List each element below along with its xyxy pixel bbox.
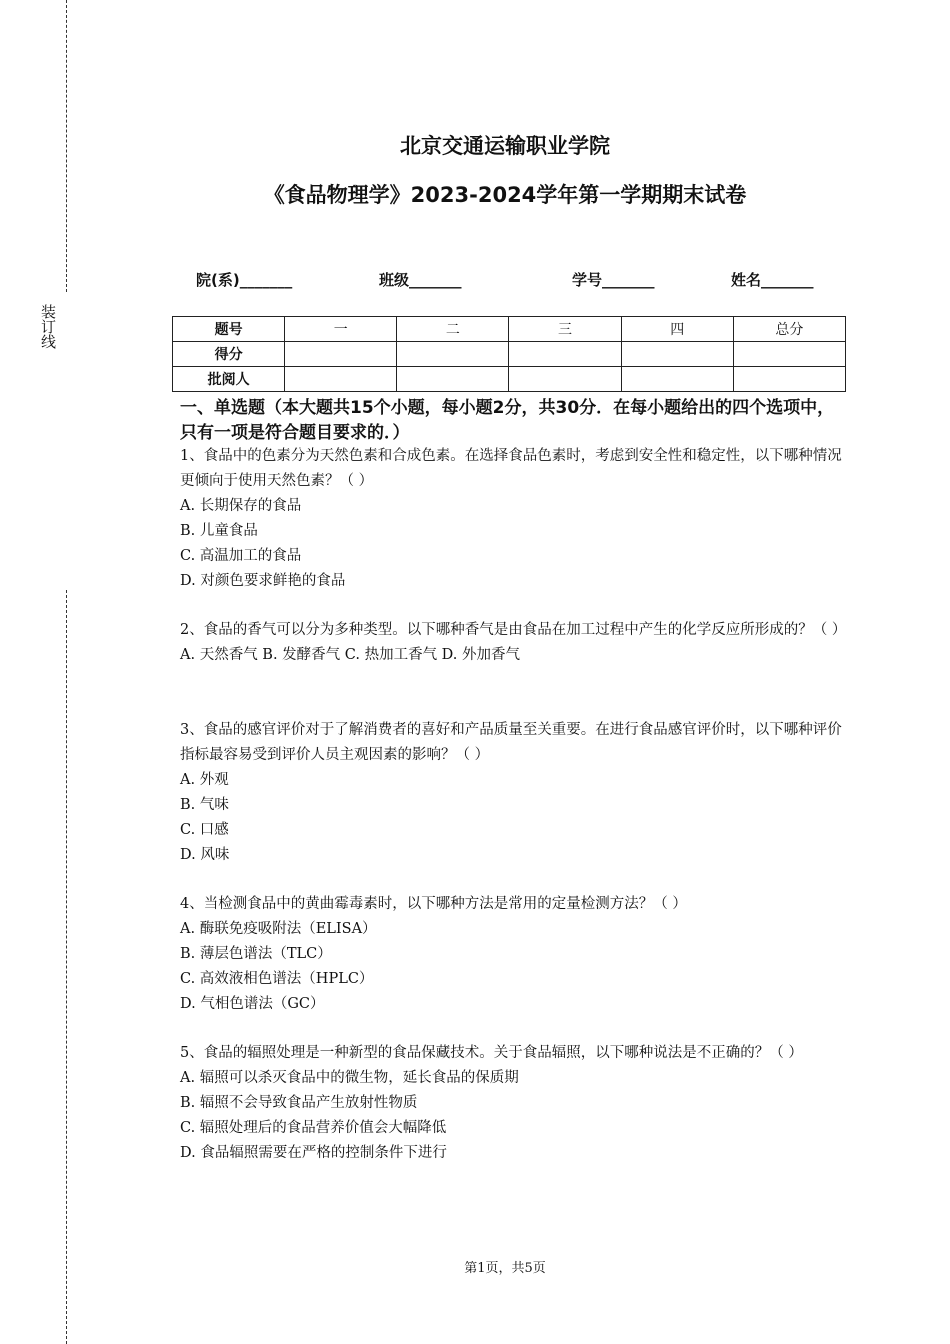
section-title: 一、单选题（本大题共15个小题，每小题2分，共30分．在每小题给出的四个选项中，只有一项是符合题目要求的．） [180,398,835,443]
col-header-question-no: 题号 [173,317,285,342]
score-cell[interactable] [733,342,845,367]
question-3 [180,718,850,868]
question-option: D. 食品辐照需要在严格的控制条件下进行 [180,1145,447,1161]
page-footer: 第1页，共5页 [464,1261,546,1276]
question-option: B. 薄层色谱法（TLC） [180,946,332,962]
question-2 [180,618,850,668]
question-option: A. 辐照可以杀灭食品中的微生物，延长食品的保质期 [180,1070,519,1086]
grader-cell[interactable] [397,367,509,392]
exam-title: 《食品物理学》2023-2024学年第一学期期末试卷 [263,183,747,207]
question-option: C. 高温加工的食品 [180,548,302,564]
department-field: 院(系)_______ [196,271,293,289]
col-header-1: 一 [285,317,397,342]
grader-cell[interactable] [509,367,621,392]
question-option: C. 高效液相色谱法（HPLC） [180,971,374,987]
question-option: A. 外观 [180,772,229,788]
grader-cell[interactable] [733,367,845,392]
question-5 [180,1041,850,1166]
school-name: 北京交通运输职业学院 [400,134,610,158]
col-header-3: 三 [509,317,621,342]
grader-cell[interactable] [621,367,733,392]
col-header-2: 二 [397,317,509,342]
question-option: C. 辐照处理后的食品营养价值会大幅降低 [180,1120,447,1136]
binding-line-bottom [66,590,67,1344]
question-option: A. 天然香气 B. 发酵香气 C. 热加工香气 D. 外加香气 [180,647,521,663]
question-option: B. 辐照不会导致食品产生放射性物质 [180,1095,418,1111]
grader-row [173,367,846,392]
grader-row-label: 批阅人 [173,367,285,392]
score-cell[interactable] [509,342,621,367]
score-row-label: 得分 [173,342,285,367]
binding-label: 装订线 [39,304,57,349]
question-stem: 5、食品的辐照处理是一种新型的食品保藏技术。关于食品辐照，以下哪种说法是不正确的？（ ） [180,1045,803,1061]
score-cell[interactable] [285,342,397,367]
question-stem: 2、食品的香气可以分为多种类型。以下哪种香气是由食品在加工过程中产生的化学反应所形成的？（ ） [180,622,847,638]
question-option: C. 口感 [180,822,229,838]
question-stem: 3、食品的感官评价对于了解消费者的喜好和产品质量至关重要。在进行食品感官评价时，以下哪种评价指标最容易受到评价人员主观因素的影响？（ ） [180,722,842,763]
question-4 [180,892,850,1017]
question-option: A. 酶联免疫吸附法（ELISA） [180,921,377,937]
question-1 [180,444,850,594]
question-option: D. 风味 [180,847,230,863]
question-option: D. 气相色谱法（GC） [180,996,325,1012]
question-option: B. 气味 [180,797,229,813]
col-header-total: 总分 [733,317,845,342]
score-table-header-row [173,317,846,342]
score-row [173,342,846,367]
score-table [172,316,846,392]
question-stem: 1、食品中的色素分为天然色素和合成色素。在选择食品色素时，考虑到安全性和稳定性，以下哪种情况更倾向于使用天然色素？（ ） [180,448,842,489]
col-header-4: 四 [621,317,733,342]
class-field: 班级_______ [379,271,462,289]
student-id-field: 学号_______ [572,271,655,289]
question-option: B. 儿童食品 [180,523,258,539]
question-option: A. 长期保存的食品 [180,498,302,514]
score-cell[interactable] [621,342,733,367]
question-stem: 4、当检测食品中的黄曲霉毒素时，以下哪种方法是常用的定量检测方法？（ ） [180,896,687,912]
score-cell[interactable] [397,342,509,367]
name-field: 姓名_______ [731,271,814,289]
grader-cell[interactable] [285,367,397,392]
question-option: D. 对颜色要求鲜艳的食品 [180,573,346,589]
